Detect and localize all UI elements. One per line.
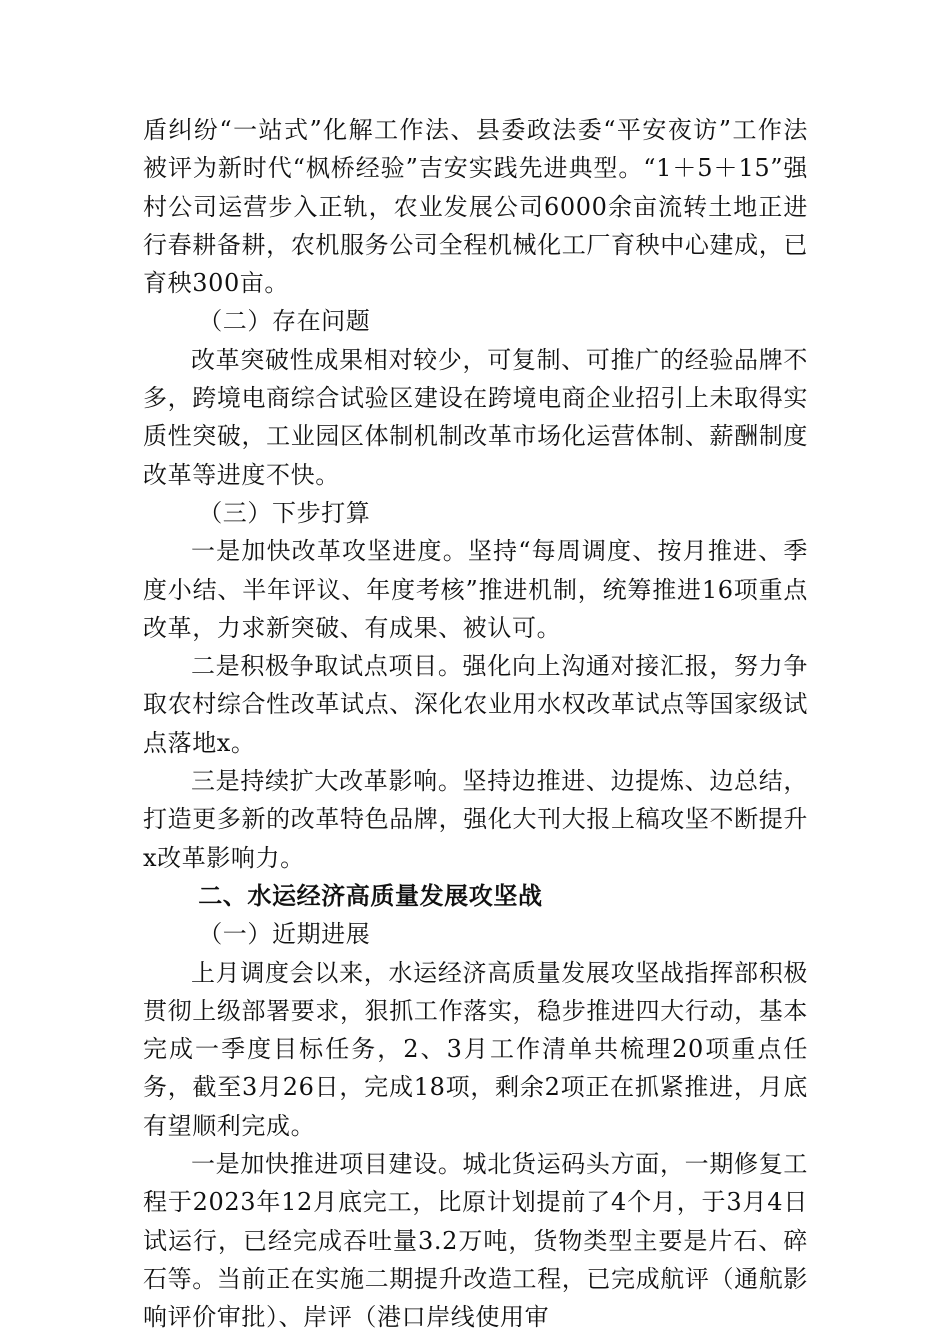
document-page (143, 111, 808, 1337)
section-heading-recent-progress: （一）近期进展 (198, 920, 371, 949)
section-heading-existing-problems: （二）存在问题 (198, 307, 371, 336)
paragraph-project-construction: 一是加快推进项目建设。城北货运码头方面，一期修复工程于2023年12月底完工，比原计划提前了4个月，于3月4日试运行，已经完成吞吐量3.2万吨，货物类型主要是片石、碎石等。当前正在实施二期提升改造工程，已完成航评（通航影响评价审批）、岸评（港口岸线使用审 (143, 1150, 808, 1332)
paragraph-continuation: 盾纠纷“一站式”化解工作法、县委政法委“平安夜访”工作法被评为新时代“枫桥经验”吉安实践先进典型。“1＋5＋15”强村公司运营步入正轨，农业发展公司6000余亩流转土地正进行春耕备耕，农机服务公司全程机械化工厂育秧中心建成，已育秧300亩。 (143, 116, 808, 298)
paragraph-problems: 改革突破性成果相对较少，可复制、可推广的经验品牌不多，跨境电商综合试验区建设在跨境电商企业招引上未取得实质性突破，工业园区体制机制改革市场化运营体制、薪酬制度改革等进度不快。 (143, 345, 808, 489)
paragraph-progress-summary: 上月调度会以来，水运经济高质量发展攻坚战指挥部积极贯彻上级部署要求，狠抓工作落实，稳步推进四大行动，基本完成一季度目标任务，2、3月工作清单共梳理20项重点任务，截至3月26日，完成18项，剩余2项正在抓紧推进，月底有望顺利完成。 (143, 958, 808, 1140)
paragraph-step-two: 二是积极争取试点项目。强化向上沟通对接汇报，努力争取农村综合性改革试点、深化农业用水权改革试点等国家级试点落地x。 (143, 652, 808, 757)
chapter-heading-water-transport: 二、水运经济高质量发展攻坚战 (198, 880, 543, 910)
paragraph-step-one: 一是加快改革攻坚进度。坚持“每周调度、按月推进、季度小结、半年评议、年度考核”推进机制，统筹推进16项重点改革，力求新突破、有成果、被认可。 (143, 537, 808, 642)
section-heading-next-steps: （三）下步打算 (198, 498, 371, 527)
paragraph-step-three: 三是持续扩大改革影响。坚持边推进、边提炼、边总结，打造更多新的改革特色品牌，强化大刊大报上稿攻坚不断提升x改革影响力。 (143, 767, 808, 872)
